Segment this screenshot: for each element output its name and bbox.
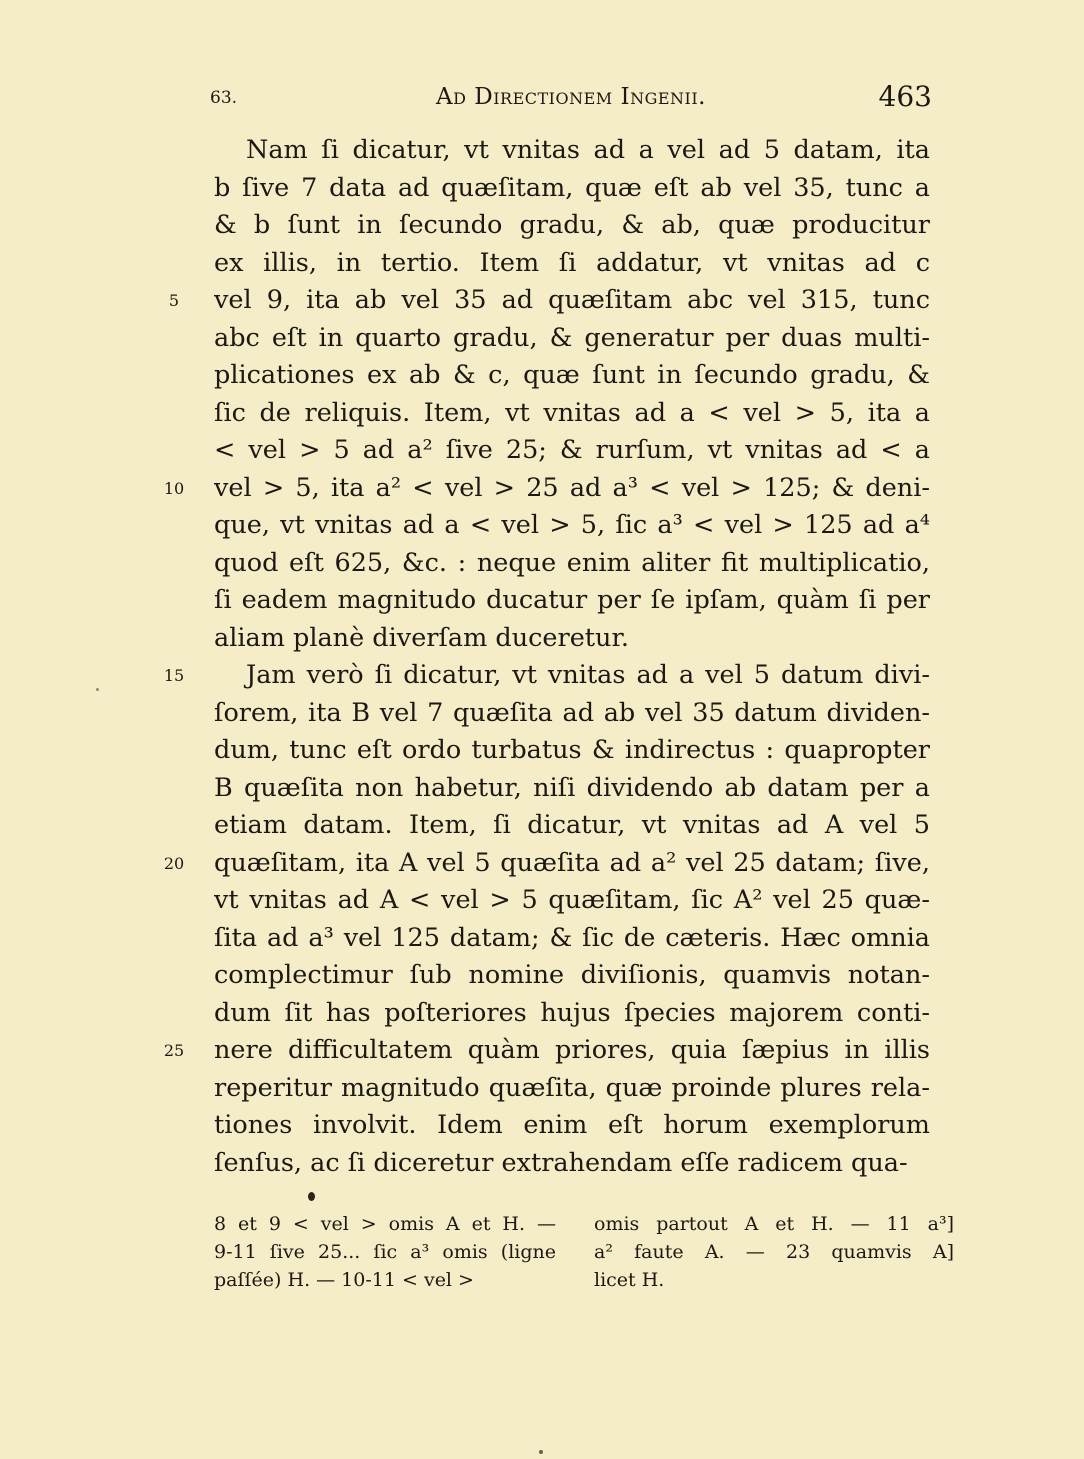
text-line: ſic de reliquis. Item, vt vnitas ad a < vel > 5, ita a — [214, 397, 930, 428]
text-line: ex illis, in tertio. Item ſi addatur, vt vnitas ad c — [214, 247, 930, 278]
text-line: Nam ſi dicatur, vt vnitas ad a vel ad 5 datam, ita — [246, 135, 930, 165]
line-number: 5 — [168, 291, 180, 310]
text-line: quod eſt 625, &c. : neque enim aliter fit multiplicatio, — [214, 547, 930, 578]
text-line: tiones involvit. Idem enim eſt horum exemplorum — [214, 1110, 930, 1140]
text-line: vel 9, ita ab vel 35 ad quæſitam abc vel 315, tunc — [214, 285, 930, 315]
text-line: que, vt vnitas ad a < vel > 5, ſic a³ < vel > 125 ad a⁴ — [214, 510, 930, 540]
footnote-line: licet H. — [594, 1269, 665, 1291]
text-line: B quæſita non habetur, niſi dividendo ab datam per a — [214, 772, 930, 803]
ink-speck — [96, 688, 99, 691]
text-line: ſorem, ita B vel 7 quæſita ad ab vel 35 datum dividen- — [214, 697, 930, 728]
text-line: aliam planè diverſam duceretur. — [214, 622, 629, 653]
line-number: 10 — [163, 478, 185, 498]
text-line: b ſive 7 data ad quæſitam, quæ eſt ab vel 35, tunc a — [214, 172, 930, 203]
text-line: nere difficultatem quàm priores, quia ſæpius in illis — [214, 1035, 930, 1065]
text-line: Jam verò ſi dicatur, vt vnitas ad a vel 5 datum divi- — [246, 660, 930, 690]
ink-speck — [308, 1192, 315, 1201]
footnotes-right-column — [594, 1210, 954, 1294]
text-line: dum ſit has poſteriores hujus ſpecies majorem conti- — [214, 997, 930, 1028]
text-line: complectimur ſub nomine diviſionis, quamvis notan- — [214, 960, 930, 990]
footnote-line: 9-11 ſive 25... ſic a³ omis (ligne — [214, 1241, 556, 1263]
running-title: Ad Directionem Ingenii. — [436, 84, 706, 110]
text-line: abc eſt in quarto gradu, & generatur per duas multi- — [214, 322, 930, 353]
text-line: ſenſus, ac ſi diceretur extrahendam eſſe radicem qua- — [214, 1147, 908, 1178]
text-line: etiam datam. Item, ſi dicatur, vt vnitas ad A vel 5 — [214, 810, 930, 840]
text-line: dum, tunc eſt ordo turbatus & indirectus : quapropter — [214, 735, 930, 765]
text-line: plicationes ex ab & c, quæ ſunt in ſecundo gradu, & — [214, 360, 930, 390]
text-line: ſita ad a³ vel 125 datam; & ſic de cæteris. Hæc omnia — [214, 922, 930, 953]
text-line: < vel > 5 ad a² ſive 25; & rurſum, vt vnitas ad < a — [214, 435, 930, 465]
running-header — [210, 82, 932, 118]
text-line: vt vnitas ad A < vel > 5 quæſitam, ſic A² vel 25 quæ- — [214, 885, 930, 915]
footnote-line: omis partout A et H. — 11 a³] — [594, 1213, 954, 1235]
main-text — [214, 132, 930, 1182]
line-number: 20 — [163, 853, 185, 873]
footnote-line: a² faute A. — 23 quamvis A] — [594, 1241, 954, 1263]
page-number: 463 — [878, 80, 932, 113]
text-line: ſi eadem magnitudo ducatur per ſe ipſam, quàm ſi per — [214, 585, 930, 615]
footnotes-left-column — [214, 1210, 556, 1294]
footnote-line: paſſée) H. — 10-11 < vel > — [214, 1269, 474, 1291]
text-line: & b ſunt in ſecundo gradu, & ab, quæ producitur — [214, 210, 930, 240]
text-line: quæſitam, ita A vel 5 quæſita ad a² vel 25 datam; ſive, — [214, 847, 930, 878]
text-line: reperitur magnitudo quæſita, quæ proinde plures rela- — [214, 1072, 930, 1103]
line-number: 15 — [163, 666, 185, 685]
folio-number: 63. — [210, 88, 238, 108]
line-number: 25 — [163, 1041, 185, 1060]
text-line: vel > 5, ita a² < vel > 25 ad a³ < vel > 125; & deni- — [214, 472, 930, 503]
footnote-line: 8 et 9 < vel > omis A et H. — — [214, 1213, 556, 1235]
ink-speck — [539, 1450, 543, 1454]
